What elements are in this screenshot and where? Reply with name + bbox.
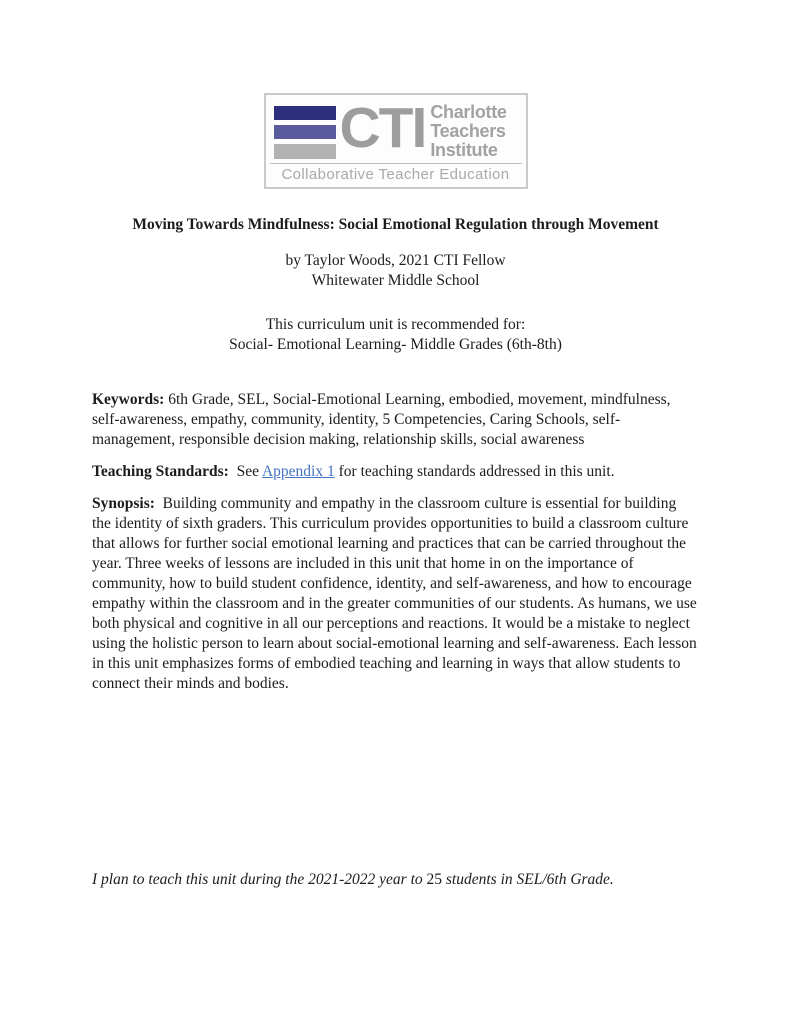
- unit-title: Moving Towards Mindfulness: Social Emotional Regulation through Movement: [132, 216, 659, 233]
- teaching-standards-post: for teaching standards addressed in this unit.: [334, 463, 615, 480]
- author-school: Whitewater Middle School: [311, 272, 480, 289]
- document-body: [92, 215, 699, 890]
- logo-bar-top: [274, 106, 336, 120]
- logo-org-line-1: Charlotte: [430, 102, 507, 122]
- cti-logo-main: [266, 95, 526, 162]
- recommended-block: [92, 315, 699, 355]
- logo-org-name: [430, 103, 506, 160]
- author-byline: by Taylor Woods, 2021 CTI Fellow: [285, 252, 506, 269]
- logo-org-line-3: Institute: [430, 140, 498, 160]
- recommended-intro: This curriculum unit is recommended for:: [265, 316, 526, 333]
- logo-org-line-2: Teachers: [430, 121, 506, 141]
- synopsis-label: Synopsis:: [92, 495, 155, 512]
- logo-bar-middle: [274, 125, 336, 139]
- recommended-for: Social- Emotional Learning- Middle Grades (6th-8th): [229, 336, 562, 353]
- plan-note-pre: I plan to teach this unit during the 2021-2022 year to: [92, 871, 427, 888]
- teaching-standards-pre: See: [228, 463, 262, 480]
- synopsis-text: Building community and empathy in the classroom culture is essential for building the identity of sixth graders. This curriculum provides opportunities to build a classroom culture that allows for further social emotional learning and practices that can be carried throughout the year. Three weeks of lessons are included in this unit that home in on the importance of community, how to build student confidence, identity, and self-awareness, and how to encourage empathy within the classroom and in the greater communities of our students. As humans, we use both physical and cognitive in all our perceptions and reactions. It would be a mistake to neglect using the holistic person to learn about social-emotional learning and self-awareness. Each lesson in this unit emphasizes forms of embodied teaching and learning in ways that allow students to connect their minds and bodies.: [92, 495, 701, 692]
- logo-bars-icon: [274, 106, 336, 159]
- logo-cti-text: CTI: [339, 96, 426, 160]
- teaching-standards-label: Teaching Standards:: [92, 463, 229, 480]
- keywords-paragraph: [92, 390, 699, 450]
- synopsis-paragraph: [92, 494, 699, 694]
- plan-note-post: students in SEL/6th Grade.: [442, 871, 614, 888]
- logo-bar-bottom: [274, 144, 336, 159]
- plan-note: [92, 870, 699, 890]
- logo-tagline: Collaborative Teacher Education: [270, 163, 522, 187]
- appendix-1-link[interactable]: Appendix 1: [261, 463, 335, 480]
- teaching-standards-paragraph: [92, 462, 699, 482]
- keywords-text: 6th Grade, SEL, Social-Emotional Learning, embodied, movement, mindfulness, self-awareness, empathy, community, identity, 5 Competencies, Caring Schools, self-management, responsible decision making, relationship skills, social awareness: [92, 391, 675, 448]
- keywords-label: Keywords:: [92, 391, 165, 408]
- cti-logo: [264, 93, 528, 189]
- plan-note-count: 25: [426, 871, 443, 888]
